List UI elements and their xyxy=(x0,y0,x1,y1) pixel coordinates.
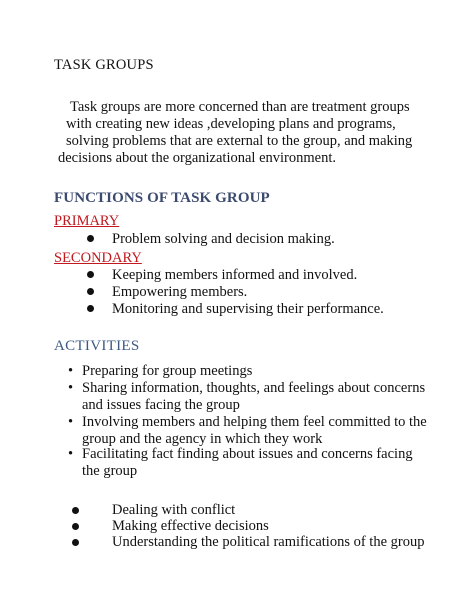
bullet-dot-icon: • xyxy=(68,380,74,396)
intro-line: solving problems that are external to the group, and making xyxy=(66,133,413,149)
document-title: TASK GROUPS xyxy=(54,57,154,73)
activity-line: Preparing for group meetings xyxy=(82,363,253,379)
bullet-dot-icon: • xyxy=(68,363,74,379)
activity-line: Facilitating fact finding about issues and concerns facing xyxy=(82,446,413,462)
primary-item: Problem solving and decision making. xyxy=(112,231,335,247)
filled-circle-bullet-icon xyxy=(72,507,79,514)
activity-line: Sharing information, thoughts, and feelings about concerns xyxy=(82,380,426,396)
filled-circle-bullet-icon xyxy=(72,539,79,546)
extra-item: Understanding the political ramifications of the group xyxy=(112,534,425,550)
filled-circle-bullet-icon xyxy=(87,288,94,295)
secondary-item: Monitoring and supervising their performance. xyxy=(112,301,384,317)
activity-line: and issues facing the group xyxy=(82,397,240,413)
extra-item: Making effective decisions xyxy=(112,518,269,534)
primary-label: PRIMARY xyxy=(54,213,120,229)
functions-heading: FUNCTIONS OF TASK GROUP xyxy=(54,190,270,206)
activities-heading: ACTIVITIES xyxy=(54,338,140,354)
intro-line: with creating new ideas ,developing plans and programs, xyxy=(66,116,396,132)
filled-circle-bullet-icon xyxy=(72,523,79,530)
activity-line: group and the agency in which they work xyxy=(82,431,323,447)
filled-circle-bullet-icon xyxy=(87,271,94,278)
filled-circle-bullet-icon xyxy=(87,235,94,242)
intro-paragraph xyxy=(54,99,412,167)
filled-circle-bullet-icon xyxy=(87,305,94,312)
intro-line: decisions about the organizational environment. xyxy=(58,150,336,166)
extra-item: Dealing with conflict xyxy=(112,502,236,518)
activity-line: the group xyxy=(82,463,138,479)
activity-line: Involving members and helping them feel committed to the xyxy=(82,414,427,430)
secondary-item: Keeping members informed and involved. xyxy=(112,267,358,283)
bullet-dot-icon: • xyxy=(68,446,74,462)
intro-line: Task groups are more concerned than are treatment groups xyxy=(70,99,410,115)
secondary-label: SECONDARY xyxy=(54,250,142,266)
bullet-dot-icon: • xyxy=(68,414,74,430)
secondary-item: Empowering members. xyxy=(112,284,248,300)
